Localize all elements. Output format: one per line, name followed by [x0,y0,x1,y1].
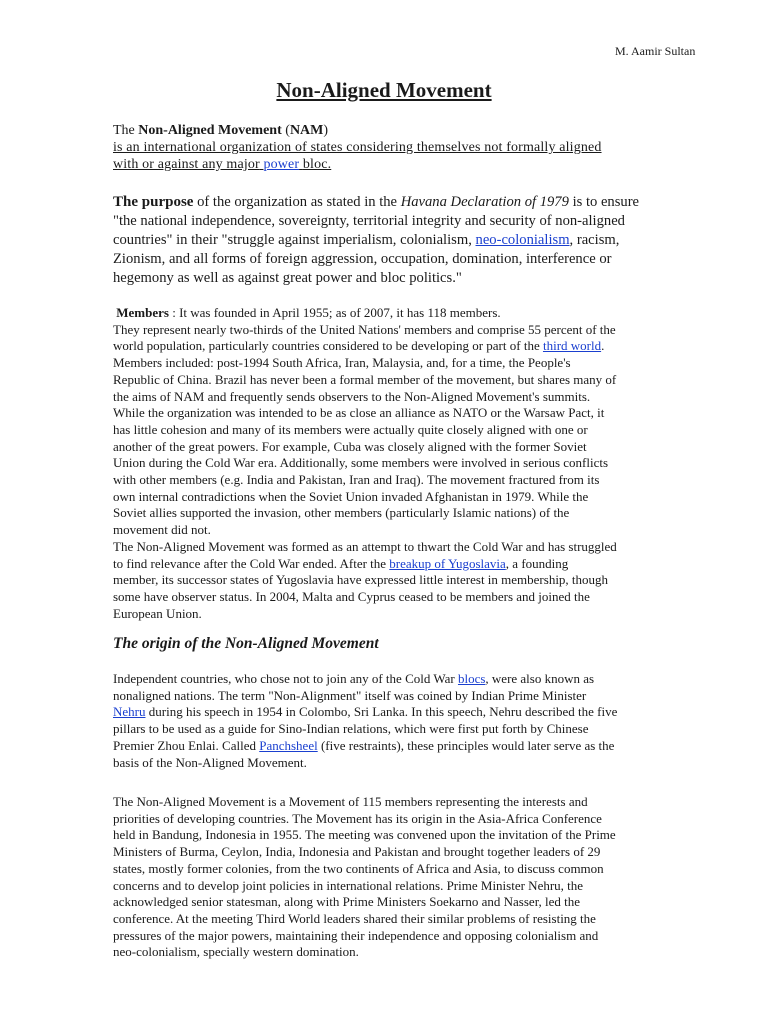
origin-p2-line-7: acknowledged senior statesman, along with Prime Ministers Soekarno and Nasser, led the [113,894,581,910]
members-line-17: member, its successor states of Yugoslavia have expressed little interest in membership, though [113,572,609,588]
origin-p1-line-5 [113,738,703,755]
origin-p1-line-1 [113,671,703,688]
origin-p1-line-1-text: Independent countries, who chose not to join any of the Cold War [113,671,455,686]
origin-heading: The origin of the Non-Aligned Movement [113,635,379,652]
purpose-lead: The purpose [113,194,194,210]
origin-p2-line-3: held in Bandung, Indonesia in 1955. The meeting was convened upon the invitation of the Prime [113,827,616,843]
members-section [113,305,703,622]
members-line-2: They represent nearly two-thirds of the United Nations' members and comprise 55 percent of the [113,321,616,337]
members-line-3-text: world population, particularly countries considered to be developing or part of the [113,338,540,354]
members-line-19: European Union. [113,605,202,621]
members-line-14: movement did not. [113,522,211,538]
origin-p2-line-6: concerns and to develop joint policies in international relations. Prime Minister Nehru, the [113,877,584,893]
members-line-13: Soviet allies supported the invasion, other members (particularly Islamic nations) of the [113,505,570,521]
members-line-12: own internal contradictions when the Soviet Union invaded Afghanistan in 1979. While the [113,488,589,504]
nehru-link[interactable]: Nehru [113,704,146,720]
intro-abbr: NAM [289,123,324,138]
origin-p1-line-2: nonaligned nations. The term "Non-Alignment" itself was coined by Indian Prime Minister [113,687,587,703]
origin-p1-line-3 [113,704,703,721]
intro-line-3-text: with or against any major [113,157,260,172]
panchsheel-link[interactable]: Panchsheel [259,737,318,753]
intro-line-3 [113,156,713,173]
members-line-6: the aims of NAM and frequently sends observers to the Non-Aligned Movement's summits. [113,388,591,404]
origin-p2-line-9: pressures of the major powers, maintaining their independence and opposing colonialism and [113,927,599,943]
members-line-8: has little cohesion and many of its members were actually quite closely aligned with one or [113,421,588,437]
origin-p1-line-5-end: (five restraints), these principles would later serve as the [317,737,615,753]
intro-line-3-end: bloc. [302,157,332,172]
members-line-9: another of the great powers. For example, Cuba was closely aligned with the former Soviet [113,438,587,454]
members-line-18: some have observer status. In 2004, Malta and Cyprus ceased to be members and joined the [113,588,590,604]
purpose-line-4: Zionism, and all forms of foreign aggression, occupation, domination, interference or [113,251,612,267]
purpose-line-1 [113,193,693,212]
intro-line-2: is an international organization of states considering themselves not formally aligned [113,140,602,155]
purpose-text-1: of the organization as stated in the [197,194,398,210]
members-line-16-text: to find relevance after the Cold War ended. After the [113,555,387,571]
members-line-4: Members included: post-1994 South Africa, Iran, Malaysia, and, for a time, the People's [113,355,571,371]
purpose-line-3-text: countries" in their "struggle against imperialism, colonialism, [113,232,472,248]
intro-line-1 [113,122,713,139]
third-world-link[interactable]: third world [542,338,602,354]
neo-colonialism-link[interactable]: neo-colonialism [475,232,570,248]
members-line-16-end: , a founding [505,555,569,571]
origin-p2-line-1: The Non-Aligned Movement is a Movement of 115 members representing the interests and [113,794,588,809]
breakup-of-yugoslavia-link[interactable]: breakup of Yugoslavia [389,555,506,571]
members-line-3 [113,338,703,355]
purpose-line-3 [113,231,693,250]
origin-paragraph-1 [113,671,703,771]
intro-name: Non-Aligned Movement [138,123,282,138]
members-line-1-text: : It was founded in April 1955; as of 2007, it has 118 members. [168,305,501,320]
origin-p1-line-3-text: during his speech in 1954 in Colombo, Sri Lanka. In this speech, Nehru described the five [145,704,618,720]
origin-p2-line-4: Ministers of Burma, Ceylon, India, Indonesia and Pakistan and brought together leaders of 29 [113,844,601,860]
purpose-line-2: "the national independence, sovereignty, territorial integrity and security of non-aligned [113,213,625,229]
purpose-line-3-end: , racism, [569,232,620,248]
blocs-link[interactable]: blocs [457,671,486,686]
members-line-10: Union during the Cold War era. Additionally, some members were involved in serious conflicts [113,455,609,471]
power-link[interactable]: power [263,157,300,172]
author-name: M. Aamir Sultan [615,44,696,58]
origin-p2-line-5: states, mostly former colonies, from the two continents of Africa and Asia, to discuss common [113,860,604,876]
intro-paragraph [113,122,713,173]
members-line-7: While the organization was intended to be as close an alliance as NATO or the Warsaw Pact, it [113,405,605,421]
origin-paragraph-2 [113,794,703,961]
members-label: Members [116,305,169,320]
origin-p2-line-2: priorities of developing countries. The Movement has its origin in the Asia-Africa Conference [113,810,602,826]
members-line-1 [113,305,703,322]
members-line-16 [113,556,703,573]
members-line-3-end: . [601,338,605,354]
document-title: Non-Aligned Movement [276,78,492,102]
purpose-paragraph [113,193,693,288]
purpose-line-5: hegemony as well as against great power and bloc politics." [113,270,462,286]
origin-p2-line-10: neo-colonialism, specially western domination. [113,944,359,960]
origin-p1-line-5-text: Premier Zhou Enlai. Called [113,737,256,753]
intro-the: The [113,123,135,138]
members-line-5: Republic of China. Brazil has never been a formal member of the movement, but shares many of [113,371,617,387]
intro-paren-open: ( [285,123,290,138]
purpose-text-2: is to ensure [572,194,640,210]
origin-p1-line-4: pillars to be used as a guide for Sino-Indian relations, which were first put forth by Chinese [113,721,589,737]
origin-p1-line-6: basis of the Non-Aligned Movement. [113,754,307,770]
origin-p1-line-1-end: , were also known as [485,671,595,686]
intro-paren-close: ) [323,123,329,138]
havana-declaration: Havana Declaration of 1979 [400,194,569,210]
members-line-11: with other members (e.g. India and Pakistan, Iran and Iraq). The movement fractured from its [113,472,600,488]
members-line-15: The Non-Aligned Movement was formed as an attempt to thwart the Cold War and has struggled [113,538,617,554]
origin-p2-line-8: conference. At the meeting Third World leaders shared their similar problems of resisting the [113,910,596,926]
